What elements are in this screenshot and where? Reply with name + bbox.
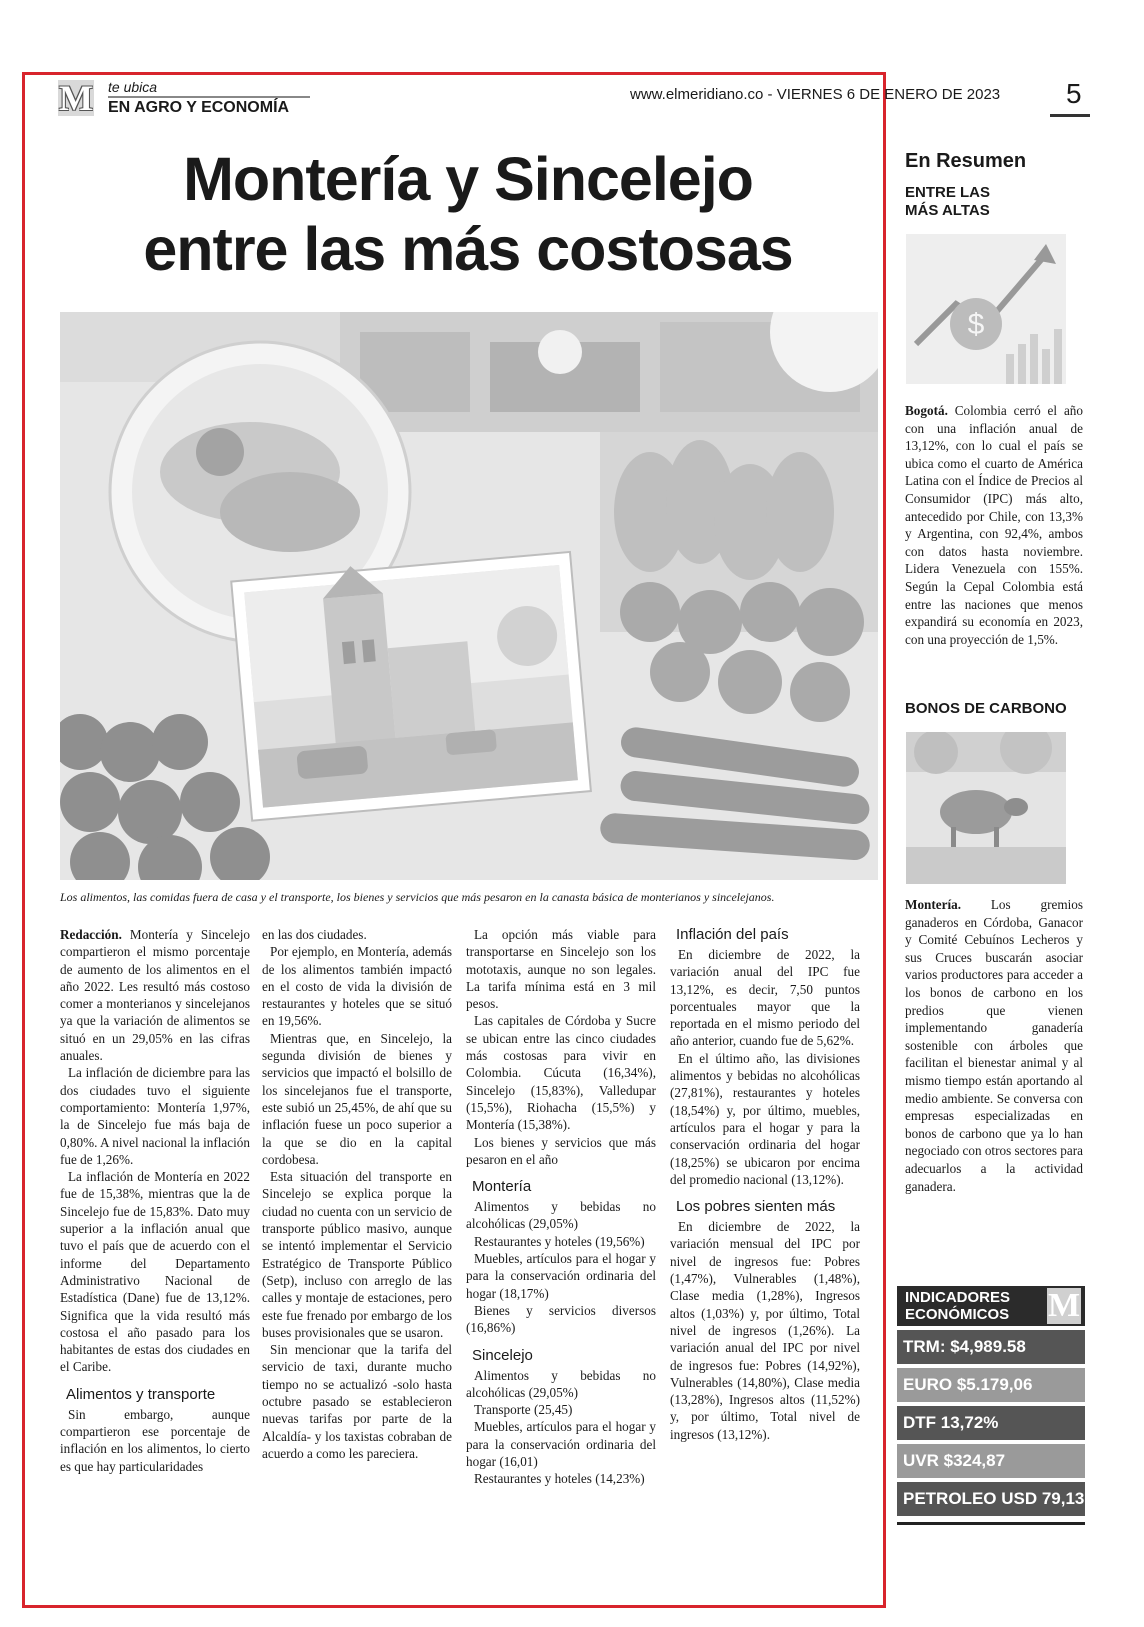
- svg-text:$: $: [967, 308, 985, 341]
- paragraph: Montería y Sincelejo compartieron el mismo porcentaje de aumento de los alimentos en el año 2022. Les resultó más costoso comer a monterianos y sincelejanos ya que la variación de alimentos se situó en un 29,05% en las cifras anuales.: [60, 927, 250, 1064]
- paragraph: La opción más viable para transportarse en Sincelejo son los mototaxis, aunque no son legales. La tarifa mínima está en 3 mil pesos.: [466, 927, 656, 1012]
- article-column-2: [262, 926, 452, 1462]
- list-item: Transporte (25,45): [474, 1402, 573, 1418]
- newspaper-logo: M: [59, 78, 93, 118]
- sidebar-title: En Resumen: [905, 150, 1027, 172]
- monteria-list: [466, 1198, 656, 1336]
- subheading-sincelejo: Sincelejo: [472, 1346, 533, 1364]
- dateline: www.elmeridiano.co - VIERNES 6 DE ENERO DE 2023: [630, 86, 1001, 103]
- sidebar-paragraph: Colombia cerró el año con una inflación anual de 13,12%, con lo cual el país se ubica como el cuarto de América Latina con el Índice de Precios al Consumidor (IPC) más alto, antecedido por Chile, con 13,3% y Argentina, con 92,4%, ambos con datos hasta noviembre. Lidera Venezuela con 155%. Según la Cepal Colombia está entre las naciones que menos expandirá su economía en 2023, con una proyección de 1,5%.: [905, 403, 1083, 647]
- paragraph: La inflación de diciembre para las dos ciudades tuvo el siguiente comportamiento: Montería 1,97%, la de Sincelejo fue más baja de 0,80%. A nivel nacional la inflación fue de 1,26%.: [60, 1065, 250, 1167]
- list-item: Alimentos y bebidas no alcohólicas (29,05%): [466, 1367, 656, 1400]
- list-item: Restaurantes y hoteles (14,23%): [474, 1471, 645, 1487]
- section-title: EN AGRO Y ECONOMÍA: [108, 99, 290, 116]
- section-rule: [108, 96, 310, 98]
- page-number-rule: [1050, 114, 1090, 117]
- article-column-4: [670, 926, 860, 1443]
- indicators-title-line-2: ECONÓMICOS: [905, 1306, 1010, 1323]
- list-item: Alimentos y bebidas no alcohólicas (29,05%): [466, 1199, 656, 1232]
- sidebar-heading-bonos: BONOS DE CARBONO: [905, 700, 1067, 717]
- lead-paragraph: [60, 926, 250, 1064]
- paragraph: Sin mencionar que la tarifa del servicio de taxi, durante mucho tiempo no se actualizó -solo hasta octubre pasado se establecieron nuevas tarifas por parte de la Alcaldía- y los taxistas cobraban de acuerdo a como les pareciera.: [262, 1342, 452, 1461]
- sidebar-heading-altas: ENTRE LAS MÁS ALTAS: [905, 184, 991, 219]
- indicator-euro: EURO $5.179,06: [897, 1368, 1085, 1402]
- market-photo-illustration: [60, 312, 878, 880]
- cattle-photo-illustration: [906, 732, 1066, 884]
- subheading-inflacion: Inflación del país: [676, 926, 789, 943]
- rising-arrow-icon: [906, 234, 1066, 384]
- inflation-chart-image: [906, 234, 1066, 384]
- paragraph: en las dos ciudades.: [262, 927, 367, 942]
- sidebar-text-bonos: [905, 896, 1083, 1195]
- list-item: Bienes y servicios diversos (16,86%): [466, 1302, 656, 1336]
- paragraph: Las capitales de Córdoba y Sucre se ubican entre las cinco ciudades más costosas para vivir en Colombia. Cúcuta (16,34%), Sincelejo (15,83%), Valledupar (15,5%), Riohacha (15,5%) y Montería (15,38%).: [466, 1013, 656, 1133]
- paragraph: Por ejemplo, en Montería, además de los alimentos también impactó en el costo de vida la división de restaurantes y hoteles que se situó en 19,56%.: [262, 944, 452, 1029]
- paragraph: La inflación de Montería en 2022 fue de 15,38%, mientras que la de Sincelejo fue de 15,83%. Dato muy superior a la inflación anual que tuvo el país que de acuerdo con el informe del Departamento Administrativo Nacional de Estadística (Dane) fue de 13,12%. Significa que la vida resultó más costosa el año pasado para los habitantes de estas dos ciudades en el Caribe.: [60, 1169, 250, 1375]
- headline-line-1: Montería y Sincelejo: [183, 145, 753, 213]
- headline: [58, 144, 878, 284]
- list-item: Muebles, artículos para el hogar y para la conservación ordinaria del hogar (18,17%): [466, 1251, 656, 1301]
- headline-line-2: entre las más costosas: [143, 215, 793, 283]
- paragraph: En diciembre de 2022, la variación mensual del IPC por nivel de ingresos fue: Pobres (1,47%), Vulnerables (1,48%), Clase media (1,28%), Ingresos altos (1,03%) y, por último, Total nivel de ingresos (1,26%). La variación anual del IPC por nivel de ingresos fue: Pobres (14,92%), Vulnerables (14,80%), Clase media (13,28%), Ingresos altos (11,52%) y, por último, Total nivel de ingresos (13,12%).: [670, 1219, 860, 1442]
- sidebar-lead-bogota: Bogotá.: [905, 403, 948, 418]
- sidebar-text-altas: [905, 402, 1083, 648]
- paragraph: Sin embargo, aunque compartieron ese porcentaje de inflación en los alimentos, lo cierto es que hay particularidades: [60, 1406, 250, 1474]
- section-kicker: te ubica: [108, 79, 158, 95]
- list-item: Restaurantes y hoteles (19,56%): [474, 1233, 645, 1249]
- subheading-pobres: Los pobres sienten más: [676, 1198, 836, 1216]
- article-column-1: [60, 926, 250, 1475]
- paragraph: Esta situación del transporte en Sincelejo se explica porque la ciudad no cuenta con un servicio de transporte público masivo, aunque se intentó implementar el Servicio Estratégico de Transporte Público (Setp), incluso con arreglo de las calles y montaje de estaciones, pero este fue frenado por embargo de los buses provisionales que se usaron.: [262, 1169, 452, 1340]
- indicator-dtf: DTF 13,72%: [897, 1406, 1085, 1440]
- page-number: 5: [1066, 78, 1082, 109]
- indicator-petroleo: PETROLEO USD 79,13: [897, 1482, 1085, 1516]
- paragraph: Mientras que, en Sincelejo, la segunda división de bienes y servicios que impactó el bolsillo de los sincelejanos fue el transporte, este subió un 25,45%, de ahí que su inflación fuese un poco superior a la que se dio en la capital cordobesa.: [262, 1030, 452, 1167]
- sincelejo-list: [466, 1367, 656, 1488]
- paragraph: En el último año, las divisiones alimentos y bebidas no alcohólicas (27,81%), restaurantes y hoteles (18,54%) y, por último, muebles, artículos para el hogar y para la conservación ordinaria del hogar (18,25%) se ubicaron por encima del promedio nacional (13,12%).: [670, 1050, 860, 1187]
- indicators-bottom-rule: [897, 1522, 1085, 1525]
- paragraph: Los bienes y servicios que más pesaron en el año: [466, 1134, 656, 1167]
- indicator-uvr: UVR $324,87: [897, 1444, 1085, 1478]
- subheading-alimentos: Alimentos y transporte: [66, 1385, 216, 1403]
- byline: Redacción.: [60, 927, 122, 942]
- cattle-photo: [906, 732, 1066, 884]
- sidebar-lead-monteria: Montería.: [905, 897, 962, 912]
- article-column-3: [466, 926, 656, 1488]
- indicators-title-line-1: INDICADORES: [905, 1289, 1011, 1306]
- subheading-monteria: Montería: [472, 1178, 532, 1196]
- indicators-logo: M: [1047, 1287, 1081, 1324]
- indicators-header: [897, 1286, 1085, 1326]
- main-photo: [60, 312, 878, 880]
- list-item: Muebles, artículos para el hogar y para la conservación ordinaria del hogar (16,01): [466, 1419, 656, 1470]
- paragraph: En diciembre de 2022, la variación anual del IPC fue 13,12%, es decir, 7,50 puntos porcentuales mayor que la reportada en el mismo periodo del año anterior, cuando fue de 5,62%.: [670, 947, 860, 1049]
- photo-caption: Los alimentos, las comidas fuera de casa y el transporte, los bienes y servicios que más pesaron en la canasta básica de monterianos y sincelejanos.: [60, 890, 775, 904]
- indicator-trm: TRM: $4,989.58: [897, 1330, 1085, 1364]
- sidebar-paragraph: Los gremios ganaderos en Córdoba, Ganacor y Comité Cebuínos Lecheros y sus Cruces buscarán asociar varios productores para acceder a los bonos de carbono en los predios que vienen implementando ganadería sostenible con árboles que facilitan el bienestar animal y al mismo tiempo están aportando al medio ambiente. Se conversa con empresas especializadas en bonos de carbono que ya lo han negociado con otros sectores para adecuarlos a la actividad ganadera.: [905, 897, 1083, 1194]
